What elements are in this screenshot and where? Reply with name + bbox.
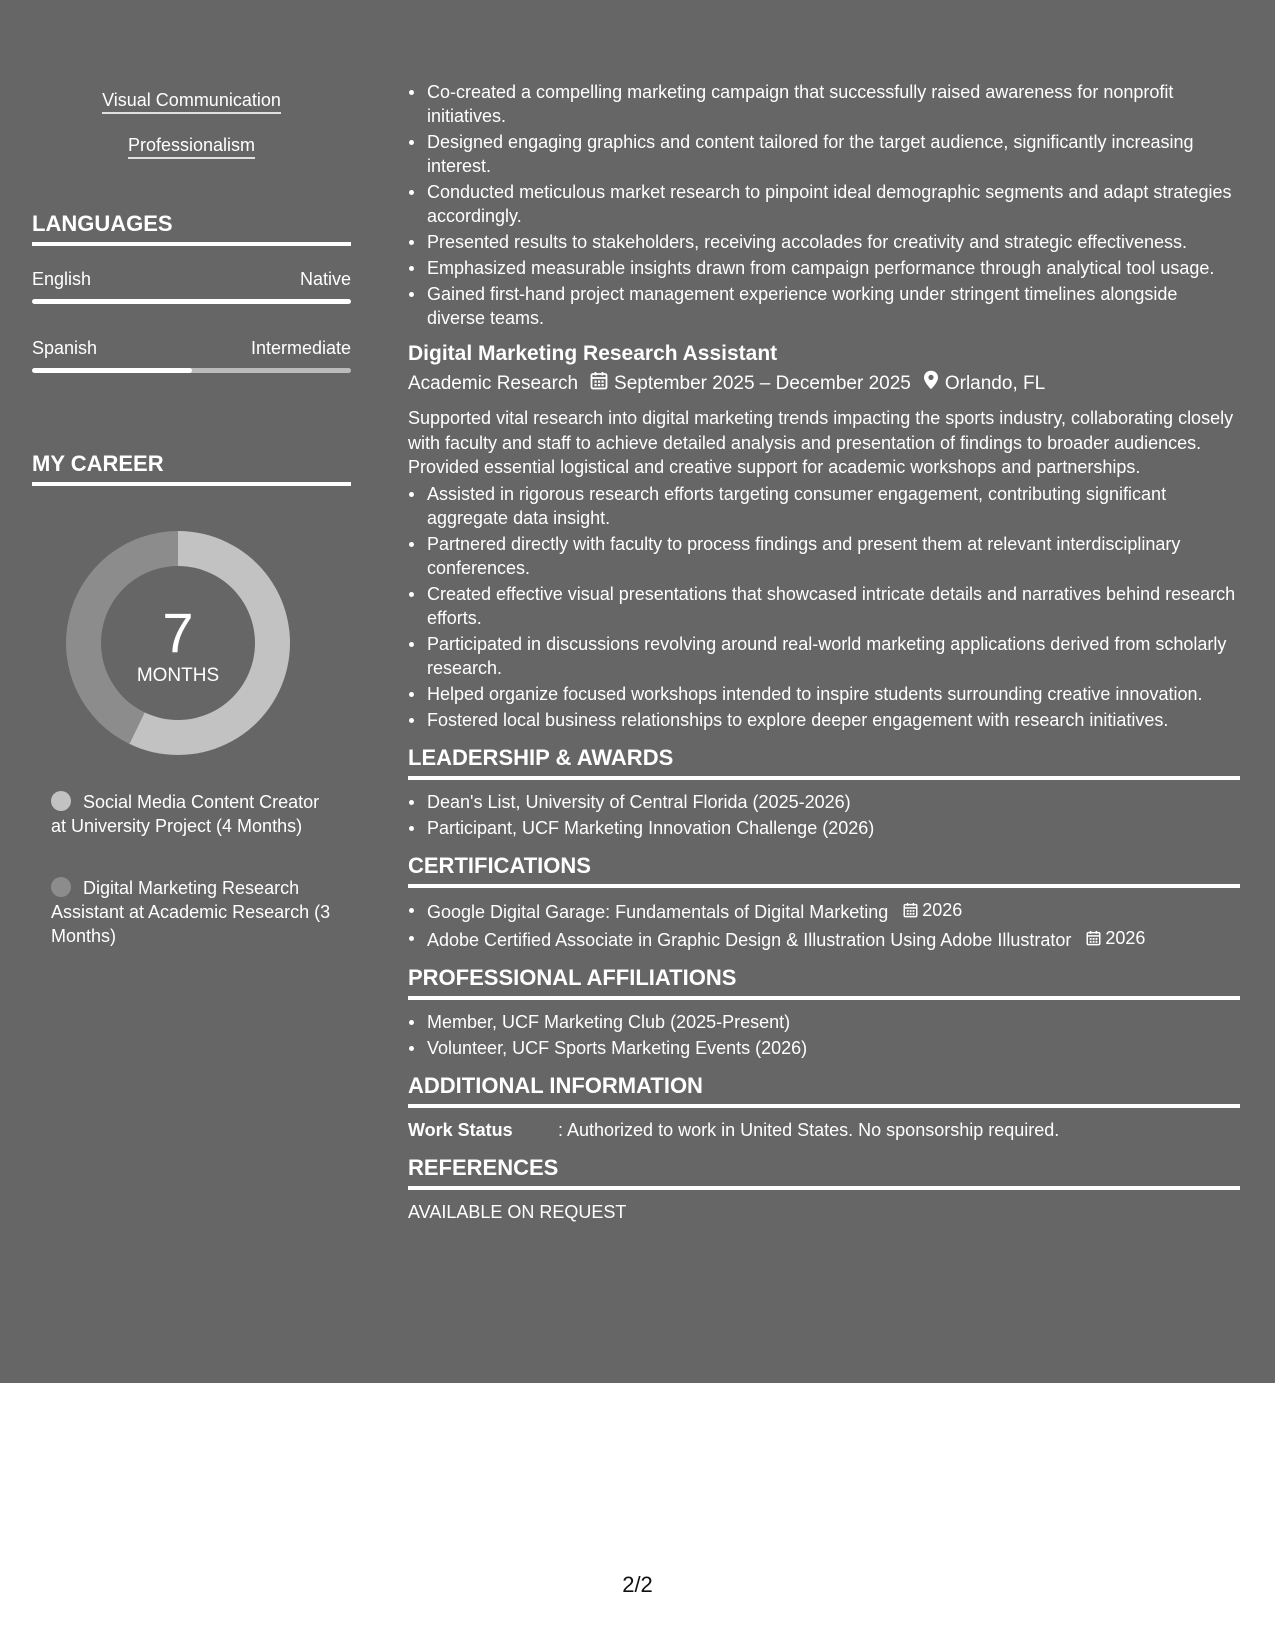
work-status-row [408,1118,1240,1142]
languages-heading: LANGUAGES [32,210,351,246]
bullet-item: Helped organize focused workshops intended to inspire students surrounding creative innovation. [408,682,1240,706]
bullet-item: Volunteer, UCF Sports Marketing Events (2026) [408,1036,1240,1060]
bullet-item: Fostered local business relationships to explore deeper engagement with research initiatives. [408,708,1240,732]
bullet-item: Partnered directly with faculty to process findings and present them at relevant interdisciplinary conferences. [408,532,1240,580]
certification-item [408,926,1240,952]
certification-item [408,898,1240,924]
bullet-item: Participant, UCF Marketing Innovation Challenge (2026) [408,816,1240,840]
calendar-icon [590,371,608,398]
bullet-item: Presented results to stakeholders, receiving accolades for creativity and strategic effectiveness. [408,230,1240,254]
bullet-item: Dean's List, University of Central Florida (2025-2026) [408,790,1240,814]
bullet-item: Created effective visual presentations that showcased intricate details and narratives behind research efforts. [408,582,1240,630]
leadership-list [408,790,1240,840]
career-legend-item [51,790,331,838]
affiliations-list [408,1010,1240,1060]
calendar-icon [1086,930,1101,946]
location-pin-icon [923,370,939,398]
career-legend-label: Digital Marketing Research Assistant at Academic Research (3 Months) [51,878,331,946]
career-legend-item [51,876,331,948]
job-description: Supported vital research into digital marketing trends impacting the sports industry, collaborating closely with faculty and staff to achieve detailed analysis and presentation of findings to broader audiences. Provided essential logistical and creative support for academic workshops and partnerships. [408,408,1234,477]
certification-year [903,898,962,922]
bullet-item: Assisted in rigorous research efforts targeting consumer engagement, contributing significant aggregate data insight. [408,482,1240,530]
bullet-item: Member, UCF Marketing Club (2025-Present) [408,1010,1240,1034]
language-proficiency-bar [32,299,351,304]
job-dates: September 2025 – December 2025 [614,373,911,394]
certification-name: Adobe Certified Associate in Graphic Design & Illustration Using Adobe Illustrator [427,929,1072,950]
career-heading: MY CAREER [32,450,351,486]
language-proficiency-fill [32,299,351,304]
certification-year-text: 2026 [1105,927,1146,948]
affiliations-heading: PROFESSIONAL AFFILIATIONS [408,964,1240,1000]
career-legend-label: Social Media Content Creator at University Project (4 Months) [51,792,320,836]
bullet-item: Emphasized measurable insights drawn from campaign performance through analytical tool usage. [408,256,1240,280]
job-bullets [408,482,1240,732]
career-total-unit: MONTHS [136,665,220,686]
legend-dot-icon [51,877,71,897]
work-status-value: : Authorized to work in United States. No sponsorship required. [558,1119,1060,1140]
bullet-item: Gained first-hand project management experience working under stringent timelines alongside diverse teams. [408,282,1240,330]
skill-visual-communication [32,88,351,112]
career-total-number: 7 [162,601,194,664]
skill-professionalism [32,133,351,157]
work-status-label: Work Status [408,1119,513,1140]
language-level: Native [299,269,351,289]
language-name: English [32,269,92,289]
job-title: Digital Marketing Research Assistant [408,342,778,365]
language-proficiency-fill [32,368,192,373]
legend-dot-icon [51,791,71,811]
language-proficiency-bar [32,368,351,373]
job-meta [408,370,1240,398]
certification-year [1086,926,1145,950]
certifications-heading: CERTIFICATIONS [408,852,1240,888]
additional-info-heading: ADDITIONAL INFORMATION [408,1072,1240,1108]
language-level: Intermediate [250,338,351,358]
main-column [408,80,1240,1224]
career-donut-chart [66,531,290,755]
bullet-item: Designed engaging graphics and content tailored for the target audience, significantly increasing interest. [408,130,1240,178]
skill-label: Visual Communication [102,90,281,114]
certification-name: Google Digital Garage: Fundamentals of Digital Marketing [427,901,889,922]
references-heading: REFERENCES [408,1154,1240,1190]
calendar-icon [903,902,918,918]
references-text: AVAILABLE ON REQUEST [408,1201,627,1222]
bullet-item: Co-created a compelling marketing campaign that successfully raised awareness for nonprofit initiatives. [408,80,1240,128]
job-company: Academic Research [408,373,579,394]
certification-year-text: 2026 [922,899,963,920]
bullet-item: Participated in discussions revolving around real-world marketing applications derived from scholarly research. [408,632,1240,680]
skill-label: Professionalism [128,135,255,159]
bullet-item: Conducted meticulous market research to pinpoint ideal demographic segments and adapt strategies accordingly. [408,180,1240,228]
previous-job-bullets [408,80,1240,330]
page-number: 2/2 [622,1572,653,1597]
language-name: Spanish [32,338,98,358]
leadership-heading: LEADERSHIP & AWARDS [408,744,1240,780]
job-location: Orlando, FL [944,373,1046,394]
certifications-list [408,898,1240,952]
